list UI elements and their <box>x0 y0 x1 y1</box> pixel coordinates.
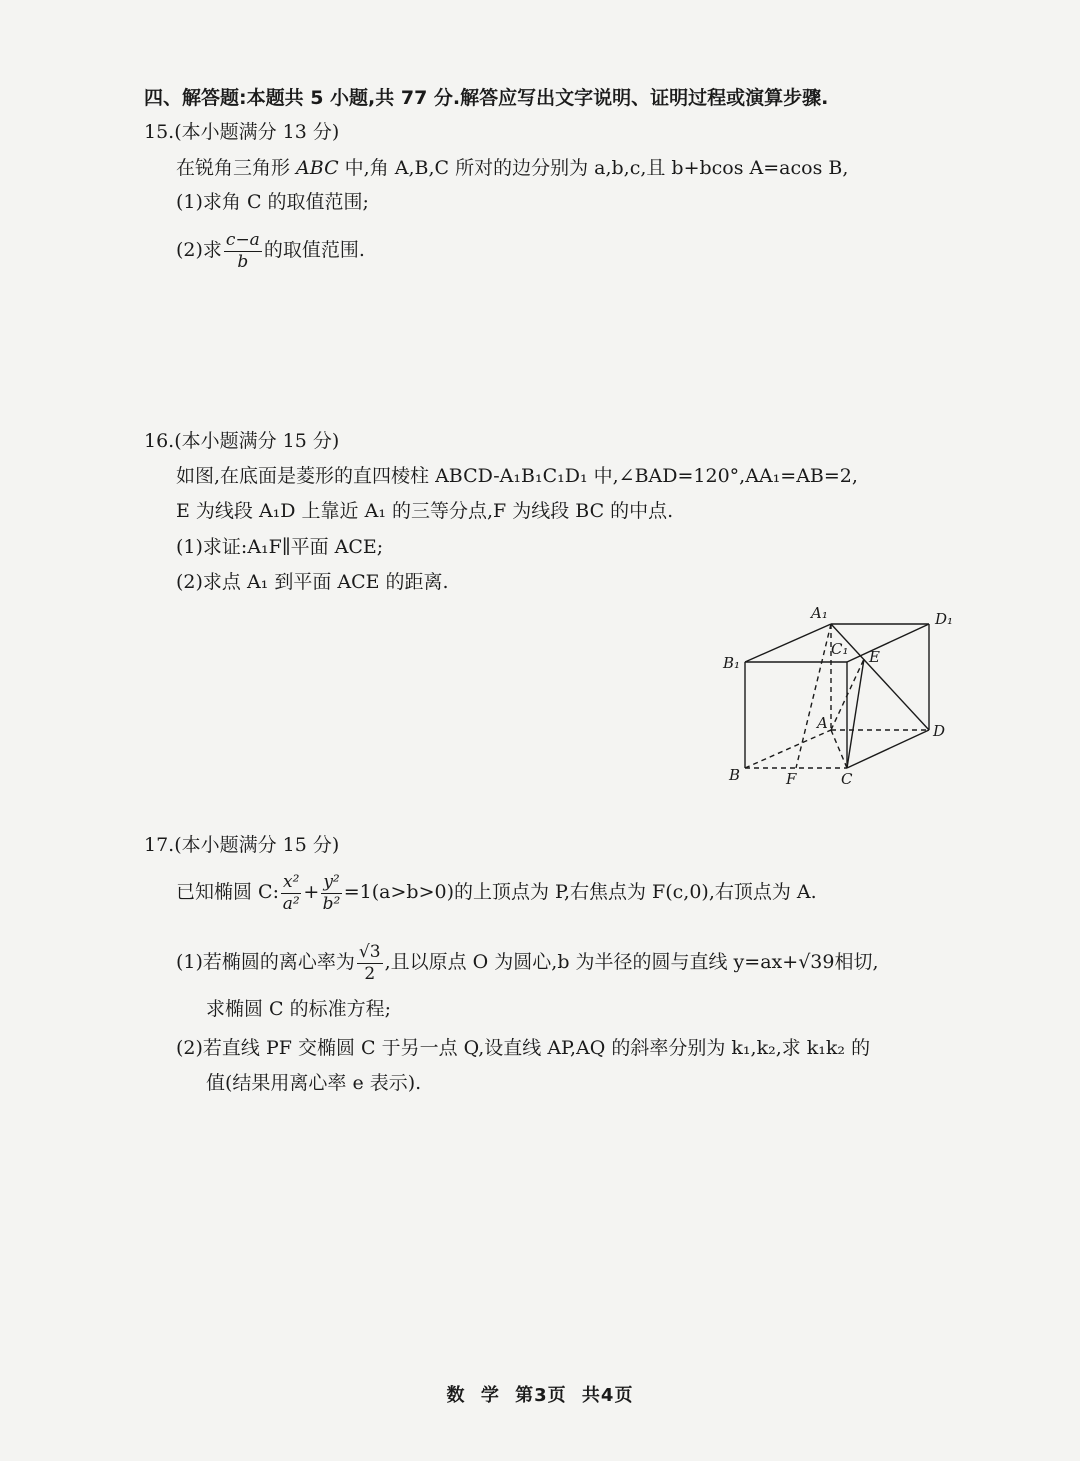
q17-ecc-num: √3 <box>358 941 381 962</box>
page-footer <box>0 1381 1080 1407</box>
q15-frac-den: b <box>237 251 249 272</box>
q16-stem-line1: 如图,在底面是菱形的直四棱柱 ABCD-A₁B₁C₁D₁ 中,∠BAD=120°,AA₁=AB=2, <box>176 465 858 487</box>
edge-c1-d1 <box>847 624 929 662</box>
edge-a-c <box>831 730 847 768</box>
q17-part1-mid: ,且以原点 O 为圆心,b 为半径的圆与直线 y=ax+ <box>384 951 799 973</box>
label-e: E <box>869 648 880 666</box>
q15-stem-a: 在锐角三角形 <box>176 157 297 179</box>
q17-part1-suffix: 相切, <box>834 951 879 973</box>
q15-stem <box>176 156 848 180</box>
q17-part1-sqrt: √39 <box>798 951 835 973</box>
footer-subject-1: 数 <box>446 1385 466 1406</box>
q15-stem-b: ABC <box>296 157 339 179</box>
edge-b1-a1 <box>745 624 831 662</box>
q17-stem-prefix: 已知椭圆 C: <box>176 881 279 903</box>
q17-frac-x <box>281 871 301 914</box>
prism-figure <box>715 600 965 790</box>
q15-part2-fraction <box>224 229 262 272</box>
label-a1: A₁ <box>811 604 828 622</box>
q17-stem <box>176 868 817 916</box>
q17-plus: + <box>303 881 320 903</box>
q16-header: 16.(本小题满分 15 分) <box>144 430 340 452</box>
q17-header: 17.(本小题满分 15 分) <box>144 834 340 856</box>
label-c: C <box>841 770 853 788</box>
q15-frac-num: c−a <box>225 229 260 250</box>
footer-subject-2: 学 <box>480 1385 500 1406</box>
footer-page: 第3页 <box>515 1385 567 1406</box>
q15-header: 15.(本小题满分 13 分) <box>144 121 340 143</box>
edge-b-a <box>745 730 831 768</box>
label-a: A <box>817 714 828 732</box>
q17-frac-y-num: y² <box>323 871 340 892</box>
q15-part1: (1)求角 C 的取值范围; <box>176 191 369 213</box>
label-d1: D₁ <box>935 610 954 628</box>
q17-part1 <box>176 938 879 986</box>
label-c1: C₁ <box>831 640 849 658</box>
edge-d-c <box>847 730 929 768</box>
q15-part2-suffix: 的取值范围. <box>263 239 365 261</box>
q17-frac-x-den: a² <box>282 893 300 914</box>
q15-part2 <box>176 228 365 272</box>
q15-stem-c: 中,角 A,B,C 所对的边分别为 a,b,c,且 b+bcos A=acos B, <box>338 157 849 179</box>
q17-frac-y-den: b² <box>322 893 341 914</box>
q17-part2-line1: (2)若直线 PF 交椭圆 C 于另一点 Q,设直线 AP,AQ 的斜率分别为 k₁,k₂,求 k₁k₂ 的 <box>176 1037 871 1059</box>
q17-part1-prefix: (1)若椭圆的离心率为 <box>176 951 355 973</box>
q17-frac-x-num: x² <box>282 871 300 892</box>
footer-total: 共4页 <box>581 1385 634 1406</box>
edge-c-e <box>847 659 864 768</box>
q16-stem-line2: E 为线段 A₁D 上靠近 A₁ 的三等分点,F 为线段 BC 的中点. <box>176 500 674 522</box>
section-heading: 四、解答题:本题共 5 小题,共 77 分.解答应写出文字说明、证明过程或演算步骤. <box>144 87 829 109</box>
q15-part2-prefix: (2)求 <box>176 239 222 261</box>
label-f: F <box>786 770 797 788</box>
label-b1: B₁ <box>723 654 741 672</box>
q16-part1: (1)求证:A₁F∥平面 ACE; <box>176 536 384 558</box>
q17-ecc-den: 2 <box>364 963 376 984</box>
q17-part2-line2: 值(结果用离心率 e 表示). <box>206 1072 422 1094</box>
label-b: B <box>729 766 741 784</box>
q17-ecc-fraction <box>357 941 383 984</box>
edge-a1-f <box>796 624 831 768</box>
label-d: D <box>933 722 946 740</box>
q17-frac-y <box>321 871 341 914</box>
q16-part2: (2)求点 A₁ 到平面 ACE 的距离. <box>176 571 449 593</box>
q17-part1-line2: 求椭圆 C 的标准方程; <box>206 998 392 1020</box>
q17-stem-suffix: =1(a>b>0)的上顶点为 P,右焦点为 F(c,0),右顶点为 A. <box>343 881 817 903</box>
